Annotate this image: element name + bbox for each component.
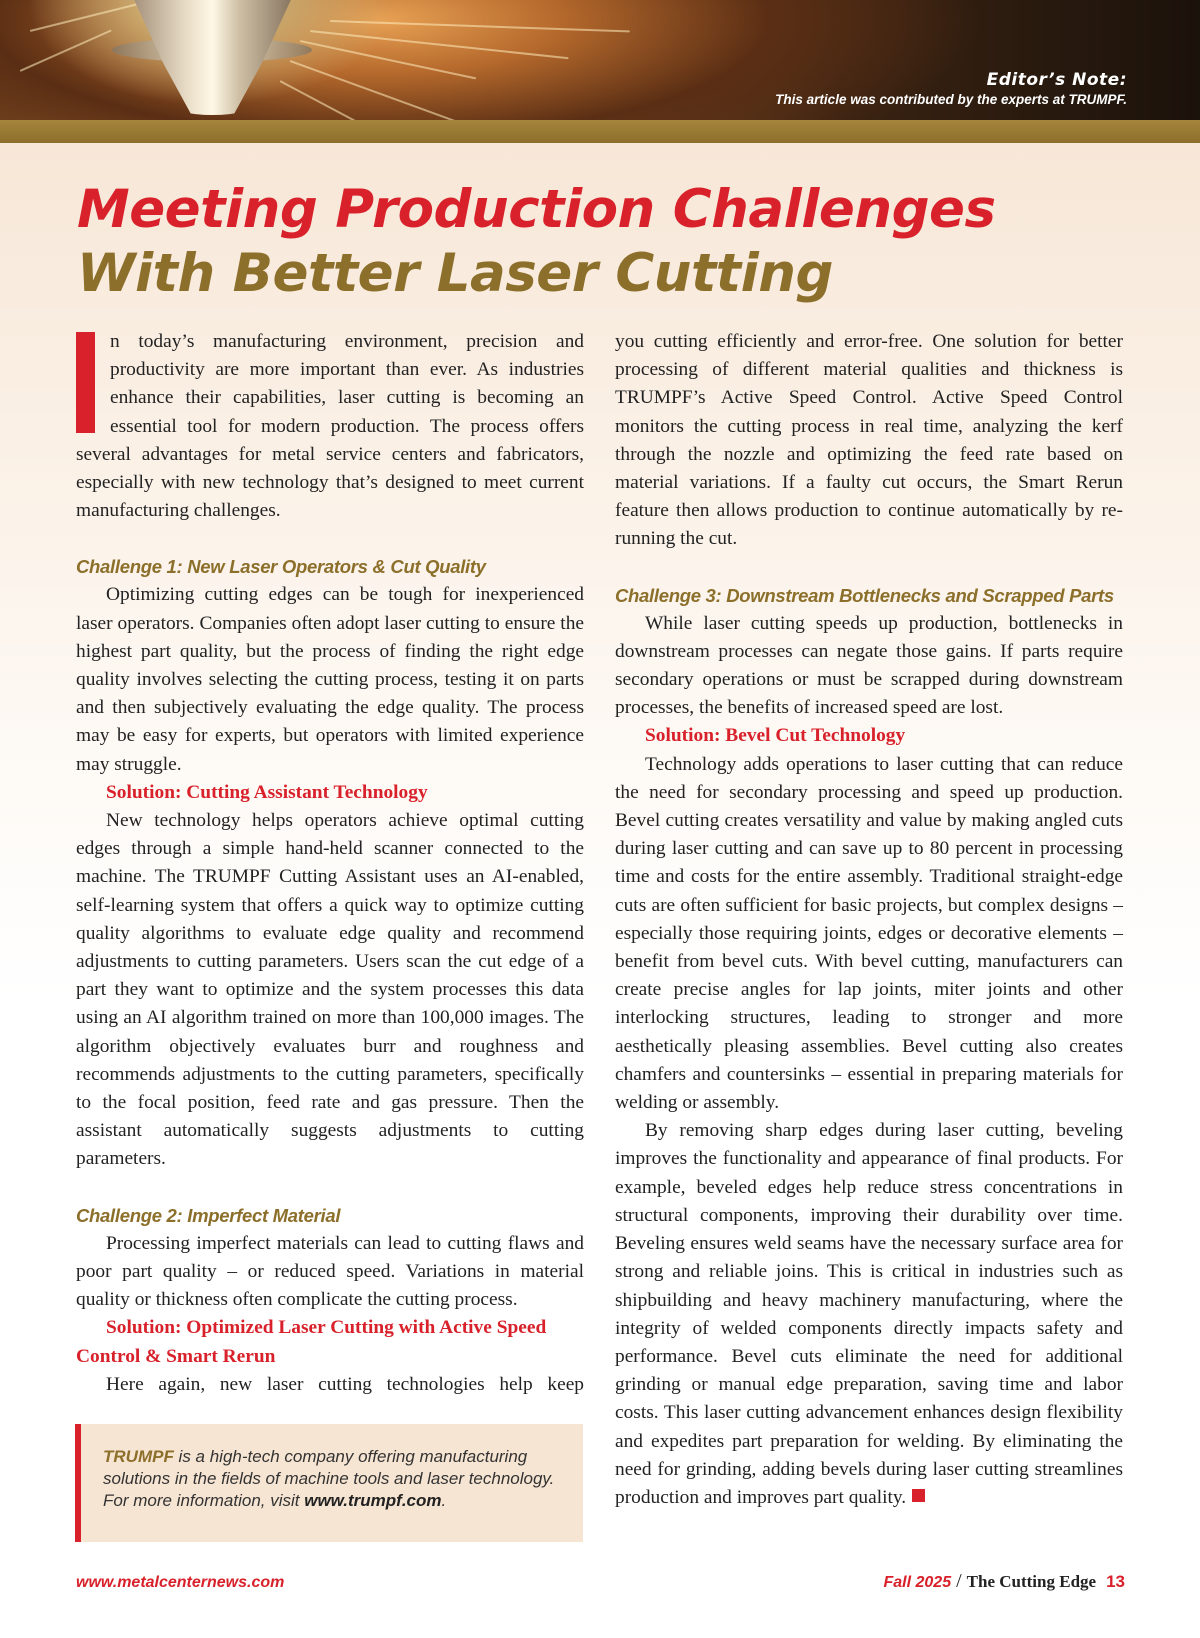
footer-magazine-name: The Cutting Edge xyxy=(966,1572,1097,1591)
right-column xyxy=(615,328,1123,1512)
editor-note-text: This article was contributed by the experts at TRUMPF. xyxy=(775,92,1127,107)
solution-3-body-2-text: By removing sharp edges during laser cutting, beveling improves the functionality and appearance of final products. For example, beveled edges help reduce stress concentrations in structural components, improving their durability over time. Beveling ensures weld seams have the necessary surface area for strong and reliable joins. This is critical in industries such as shipbuilding and heavy machinery manufacturing, where the integrity of welded components directly impacts safety and performance. Bevel cuts eliminate the need for additional grinding or manual edge preparation, saving time and labor costs. This laser cutting advancement enhances design flexibility and expedites part preparation for welding. By eliminating the need for grinding, adding bevels during laser cutting streamlines production and improves part quality. xyxy=(615,1120,1123,1508)
challenge-3-body: While laser cutting speeds up production, bottlenecks in downstream processes can negate those gains. If parts require secondary operations or must be scrapped during downstream processes, the benefits of increased speed are lost. xyxy=(615,612,1123,719)
challenge-1-body: Optimizing cutting edges can be tough for inexperienced laser operators. Companies often adopt laser cutting to ensure the highest part quality, but the process of finding the right edge quality involves selecting the cutting process, testing it on parts and then subjectively evaluating the edge quality. The process may be easy for experts, but operators with limited experience may struggle. xyxy=(76,584,584,775)
solution-3-body-1: Technology adds operations to laser cutting that can reduce the need for secondary processing and speed up production. Bevel cutting creates versatility and value by making angled cuts during laser cutting and can save up to 80 percent in processing time and costs for the entire assembly. Traditional straight-edge cuts are often sufficient for basic projects, but complex designs – especially those requiring joints, edges or decorative elements – benefit from bevel cuts. With bevel cutting, manufacturers can create precise angles for lap joints, miter joints and other interlocking structures, leading to stronger and more aesthetically pleasing assemblies. Bevel cutting also creates chamfers and countersinks – essential in preparing materials for welding or assembly. xyxy=(615,753,1123,1114)
footer-website-link[interactable]: www.metalcenternews.com xyxy=(76,1574,285,1591)
challenge-2-body: Processing imperfect materials can lead to cutting flaws and poor part quality – or reduced speed. Variations in material quality or thickness often complicate the cutting process. xyxy=(76,1232,584,1311)
solution-2-body-start: Here again, new laser cutting technologies help keep xyxy=(106,1373,584,1395)
page-number: 13 xyxy=(1106,1572,1125,1591)
company-url-period: . xyxy=(441,1491,447,1510)
intro-paragraph xyxy=(76,328,584,525)
left-column xyxy=(76,328,584,1399)
solution-3-body-2 xyxy=(615,1117,1123,1512)
header-banner-image xyxy=(0,0,1200,120)
footer-issue: Fall 2025 xyxy=(883,1574,952,1591)
company-description: is a high-tech company offering manufacturing solutions in the fields of machine tools and laser technology. For more information, visit xyxy=(103,1447,555,1510)
editor-note-label: Editor’s Note: xyxy=(986,70,1127,90)
end-of-article-mark xyxy=(912,1489,925,1502)
editor-note xyxy=(775,70,1127,107)
company-info-box xyxy=(75,1424,583,1542)
title-line-2: With Better Laser Cutting xyxy=(77,243,833,304)
challenge-3-heading: Challenge 3: Downstream Bottlenecks and Scrapped Parts xyxy=(615,584,1114,606)
solution-1-body: New technology helps operators achieve optimal cutting edges through a simple hand-held scanner connected to the machine. The TRUMPF Cutting Assistant uses an AI-enabled, self-learning system that offers a quick way to optimize cutting quality algorithms to evaluate edge quality and recommend adjustments to cutting parameters. Users scan the cut edge of a part they want to optimize and the system processes this data using an AI algorithm trained on more than 100,000 images. The algorithm objectively evaluates burr and roughness and recommends adjustments to the cutting parameters, specifically to the focal position, feed rate and gas pressure. Then the assistant automatically suggests adjustments to cutting parameters. xyxy=(76,810,584,1170)
title-line-1: Meeting Production Challenges xyxy=(77,179,996,240)
challenge-1-heading: Challenge 1: New Laser Operators & Cut Quality xyxy=(76,556,486,578)
drop-cap-i xyxy=(76,332,95,433)
article-title xyxy=(77,178,996,306)
solution-2-heading: Solution: Optimized Laser Cutting with Active Speed Control & Smart Rerun xyxy=(76,1317,547,1367)
footer-issue-info xyxy=(883,1570,1125,1593)
solution-1-heading: Solution: Cutting Assistant Technology xyxy=(106,781,428,803)
solution-3-heading: Solution: Bevel Cut Technology xyxy=(645,725,906,747)
company-url-link[interactable]: www.trumpf.com xyxy=(304,1491,442,1510)
company-name: TRUMPF xyxy=(103,1447,174,1466)
footer-slash: / xyxy=(956,1570,962,1592)
challenge-2-heading: Challenge 2: Imperfect Material xyxy=(76,1204,341,1226)
gold-divider-bar xyxy=(0,120,1200,143)
solution-2-body-continued: you cutting efficiently and error-free. One solution for better processing of different material qualities and thickness is TRUMPF’s Active Speed Control. Active Speed Control monitors the cutting process in real time, analyzing the kerf through the nozzle and optimizing the feed rate based on material variations. If a faulty cut occurs, the Smart Rerun feature then allows production to continue automatically by re-running the cut. xyxy=(615,331,1123,550)
intro-text: n today’s manufacturing environment, precision and productivity are more important than ever. As industries enhance their capabilities, laser cutting is becoming an essential tool for modern production. The process offers several advantages for metal service centers and fabricators, especially with new technology that’s designed to meet current manufacturing challenges. xyxy=(76,331,584,522)
